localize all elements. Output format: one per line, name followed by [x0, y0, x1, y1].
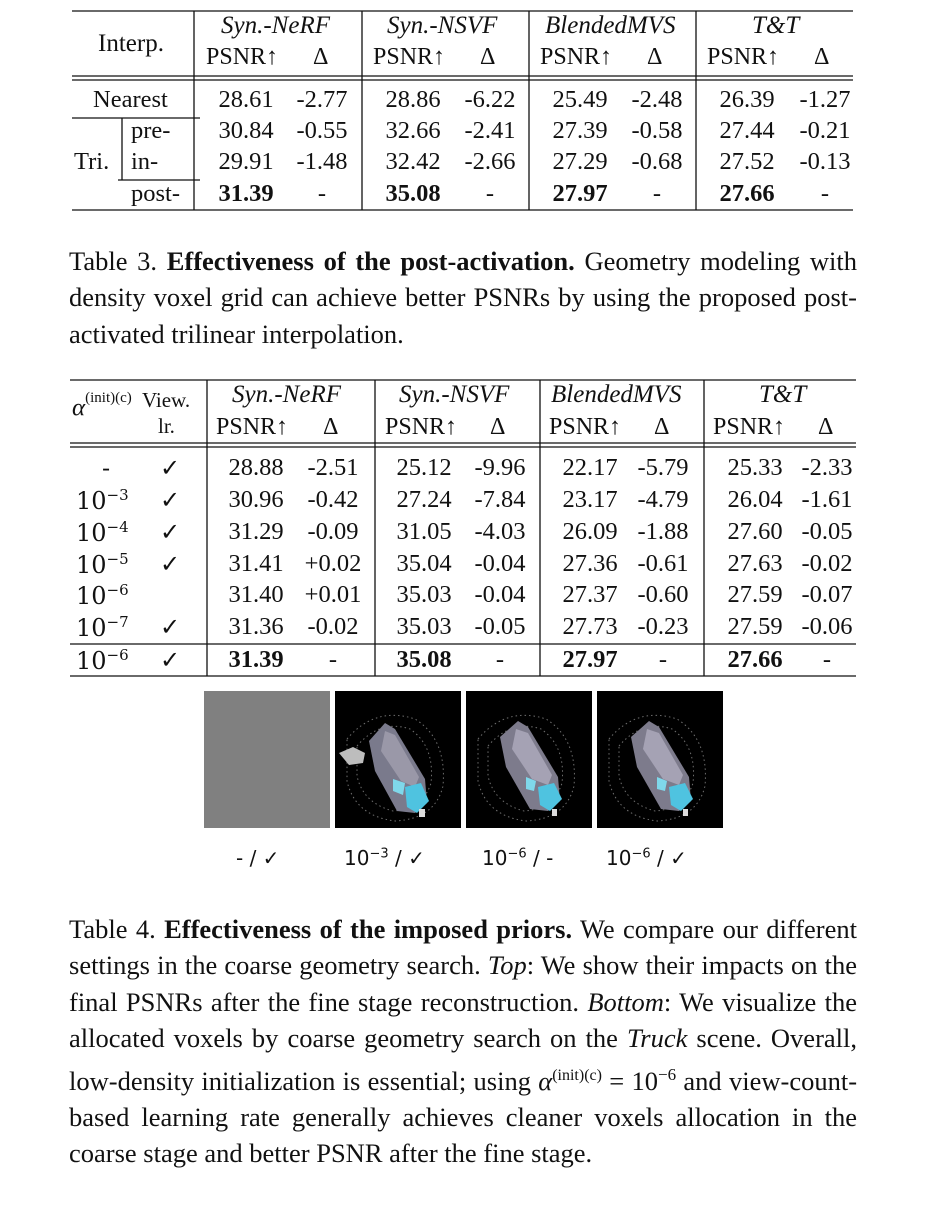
table4-value: 27.37 [562, 581, 618, 608]
table4-value: -7.84 [474, 486, 526, 513]
table3-value: -1.27 [799, 86, 851, 113]
table3-value: 27.29 [552, 148, 608, 175]
alpha-value [102, 454, 110, 482]
table4-value: - [822, 646, 832, 673]
table4-value: - [328, 646, 338, 673]
table4-value: -2.33 [801, 454, 853, 481]
table3-value: 27.52 [719, 148, 775, 175]
thumbnail-label-exp: −6 [507, 846, 527, 862]
table3-value: -2.66 [464, 148, 516, 175]
row-label-nearest: Nearest [93, 86, 168, 113]
table3-value: -0.58 [631, 117, 683, 144]
thumbnail-label [236, 846, 279, 870]
t4-delta-header: Δ [818, 414, 834, 440]
caption3-text: Geometry modeling with density voxel grid can achieve better PSNRs by using the proposed post-activated trilinear interpolation. [69, 246, 857, 349]
t4-delta-header: Δ [323, 414, 339, 440]
table3-value: -0.68 [631, 148, 683, 175]
table4-value: 27.59 [727, 581, 783, 608]
alpha-value [76, 581, 129, 610]
alpha-exp: −6 [106, 646, 129, 664]
voxel-thumbnail [466, 691, 592, 828]
table4-value: 23.17 [562, 486, 618, 513]
table3-value: -0.13 [799, 148, 851, 175]
thumbnail-label [482, 846, 553, 870]
thumbnail-label-text: / ✓ [388, 846, 425, 870]
table3-value: -1.48 [296, 148, 348, 175]
thumbnail-label-base: 10 [482, 846, 508, 870]
interp-header: Interp. [98, 30, 164, 57]
alpha-exp: −6 [106, 581, 129, 599]
view-check: ✓ [160, 488, 181, 514]
alpha-base: 10 [76, 551, 107, 579]
table4-value: 35.08 [396, 646, 452, 673]
row-label-in: in- [131, 148, 159, 175]
table3-value: -2.41 [464, 117, 516, 144]
table4-value: - [658, 646, 668, 673]
alpha-base: 10 [76, 647, 107, 675]
t4-delta-header: Δ [654, 414, 670, 440]
table4-value: 30.96 [228, 486, 284, 513]
alpha-value [76, 646, 129, 675]
table4-value: 27.60 [727, 518, 783, 545]
table4-value: -5.79 [637, 454, 689, 481]
alpha-exp: −3 [106, 486, 129, 504]
caption4-text: : We show their impacts on the final PSNRs after the fine stage reconstruction. [69, 950, 857, 1017]
view-check: ✓ [160, 648, 181, 674]
table3-value: - [820, 180, 830, 207]
t4-psnr-header: PSNR↑ [549, 414, 622, 440]
t3-delta-header: Δ [480, 44, 496, 70]
table3-value: -0.55 [296, 117, 348, 144]
t4-delta-header: Δ [490, 414, 506, 440]
caption4-label: Table 4. [69, 914, 156, 944]
table3-value: 29.91 [218, 148, 274, 175]
table4-value: -0.42 [307, 486, 359, 513]
caption-table4 [69, 911, 857, 1172]
table3-value: 28.86 [385, 86, 441, 113]
table4 [0, 370, 930, 690]
t3-psnr-header: PSNR↑ [206, 44, 279, 70]
table4-value: -2.51 [307, 454, 359, 481]
alpha-symbol: α [72, 394, 86, 422]
table3-value: -6.22 [464, 86, 516, 113]
alpha-base: - [102, 454, 111, 482]
table4-value: -1.88 [637, 518, 689, 545]
table4-value: - [495, 646, 505, 673]
table3-value: 28.61 [218, 86, 274, 113]
table3-value: 26.39 [719, 86, 775, 113]
alpha-superscript: (init)(c) [85, 390, 132, 406]
t3-psnr-header: PSNR↑ [707, 44, 780, 70]
thumbnail-label-base: 10 [344, 846, 370, 870]
caption4-text: We compare our different settings in the coarse geometry search. [69, 914, 857, 981]
view-header: View. [142, 388, 191, 412]
table4-value: 31.05 [396, 518, 452, 545]
table4-value: 25.33 [727, 454, 783, 481]
t4-psnr-header: PSNR↑ [216, 414, 289, 440]
caption4-top: Top [487, 950, 527, 981]
thumbnail-label-text: / ✓ [650, 846, 687, 870]
t3-delta-header: Δ [814, 44, 830, 70]
table4-value: -0.05 [474, 613, 526, 640]
alpha-exp: −4 [106, 518, 129, 536]
row-label-pre: pre- [131, 117, 171, 144]
caption3-title: Effectiveness of the post-activation. [166, 246, 575, 276]
table4-value: +0.01 [304, 581, 362, 608]
table4-rules [0, 370, 930, 690]
caption4-eq: = 10 [609, 1065, 659, 1096]
table4-value: 26.09 [562, 518, 618, 545]
table4-value: 28.88 [228, 454, 284, 481]
thumbnail-label-exp: −6 [631, 846, 651, 862]
table3-value: 31.39 [218, 180, 274, 207]
table4-value: -1.61 [801, 486, 853, 513]
table3-value: - [485, 180, 495, 207]
table3-value: - [652, 180, 662, 207]
table4-value: 31.29 [228, 518, 284, 545]
table4-value: 35.04 [396, 550, 452, 577]
table4-value: -0.02 [801, 550, 853, 577]
thumbnail-label [344, 846, 425, 870]
caption4-truck: Truck [626, 1023, 688, 1054]
view-check: ✓ [160, 520, 181, 546]
alpha-base: 10 [76, 519, 107, 547]
table3-value: 27.44 [719, 117, 775, 144]
t3-psnr-header: PSNR↑ [540, 44, 613, 70]
alpha-base: 10 [76, 582, 107, 610]
alpha-exp: −7 [106, 613, 129, 631]
t4-dataset-header: BlendedMVS [551, 381, 682, 408]
table4-value: -4.79 [637, 486, 689, 513]
t3-dataset-header: BlendedMVS [545, 12, 676, 39]
table4-value: 35.03 [396, 581, 452, 608]
table4-value: 35.03 [396, 613, 452, 640]
table4-value: 27.63 [727, 550, 783, 577]
table4-value: 25.12 [396, 454, 452, 481]
table4-value: -0.60 [637, 581, 689, 608]
table4-value: 26.04 [727, 486, 783, 513]
view-check: ✓ [160, 552, 181, 578]
alpha-exp: −5 [106, 550, 129, 568]
alpha-base: 10 [76, 487, 107, 515]
table4-value: -9.96 [474, 454, 526, 481]
t4-dataset-header: Syn.-NSVF [399, 381, 510, 408]
t4-dataset-header: T&T [759, 381, 807, 408]
table3-value: - [317, 180, 327, 207]
voxel-thumbnail-gray [204, 691, 330, 828]
alpha-value [76, 550, 129, 579]
table4-value: 31.41 [228, 550, 284, 577]
table4-value: -0.04 [474, 581, 526, 608]
view-check: ✓ [160, 615, 181, 641]
caption4-alpha: α [538, 1065, 553, 1096]
alpha-value [76, 518, 129, 547]
table4-value: -0.06 [801, 613, 853, 640]
table3 [0, 0, 930, 215]
thumbnail-label-exp: −3 [369, 846, 389, 862]
table3-value: 25.49 [552, 86, 608, 113]
table4-value: 27.73 [562, 613, 618, 640]
alpha-value [76, 613, 129, 642]
table4-value: 22.17 [562, 454, 618, 481]
table4-value: -0.07 [801, 581, 853, 608]
table4-value: 27.36 [562, 550, 618, 577]
thumbnail-label-text: / - [526, 846, 554, 870]
table3-value: -2.48 [631, 86, 683, 113]
table4-value: 27.24 [396, 486, 452, 513]
alpha-value [76, 486, 129, 515]
alpha-base: 10 [76, 614, 107, 642]
table4-value: +0.02 [304, 550, 362, 577]
t3-dataset-header: Syn.-NeRF [221, 12, 330, 39]
table3-value: 30.84 [218, 117, 274, 144]
caption4-title: Effectiveness of the imposed priors. [164, 914, 573, 944]
table3-value: -2.77 [296, 86, 348, 113]
caption4-eq-exp: −6 [658, 1064, 677, 1084]
lr-header: lr. [158, 414, 175, 438]
thumbnail-label [606, 846, 687, 870]
voxel-thumbnail [597, 691, 723, 828]
row-label-post: post- [131, 180, 180, 207]
t4-psnr-header: PSNR↑ [385, 414, 458, 440]
caption4-alpha-sup: (init)(c) [552, 1066, 602, 1084]
caption4-bottom: Bottom [587, 986, 664, 1017]
caption-table3 [69, 243, 857, 352]
t3-dataset-header: Syn.-NSVF [387, 12, 498, 39]
table4-value: 31.36 [228, 613, 284, 640]
t3-delta-header: Δ [313, 44, 329, 70]
table4-value: -0.05 [801, 518, 853, 545]
t4-psnr-header: PSNR↑ [713, 414, 786, 440]
table4-value: 27.66 [727, 646, 783, 673]
t3-dataset-header: T&T [752, 12, 800, 39]
caption3-label: Table 3. [69, 246, 158, 276]
table3-value: -0.21 [799, 117, 851, 144]
table4-value: -0.02 [307, 613, 359, 640]
table4-value: 31.40 [228, 581, 284, 608]
table3-value: 27.66 [719, 180, 775, 207]
table4-value: -0.23 [637, 613, 689, 640]
caption4-text: and view-count-based learning rate generally achieves cleaner voxels allocation in the coarse stage and better PSNR after the fine stage. [69, 1065, 858, 1169]
t3-psnr-header: PSNR↑ [373, 44, 446, 70]
table4-value: 27.59 [727, 613, 783, 640]
table3-value: 35.08 [385, 180, 441, 207]
table4-value: -4.03 [474, 518, 526, 545]
table4-value: -0.61 [637, 550, 689, 577]
table4-value: 27.97 [562, 646, 618, 673]
caption4-text: : We visualize the allocated voxels by coarse geometry search on the [69, 986, 857, 1054]
view-check: ✓ [160, 456, 181, 482]
table3-value: 27.97 [552, 180, 608, 207]
thumbnail-label-base: 10 [606, 846, 632, 870]
alpha-header [72, 390, 132, 422]
table4-value: -0.09 [307, 518, 359, 545]
t3-delta-header: Δ [647, 44, 663, 70]
table3-value: 27.39 [552, 117, 608, 144]
t4-dataset-header: Syn.-NeRF [232, 381, 341, 408]
caption4-text: scene. Overall, low-density initialization is essential; using [69, 1023, 858, 1096]
thumbnail-label-text: - / ✓ [236, 846, 280, 870]
table4-value: 31.39 [228, 646, 284, 673]
table3-value: 32.66 [385, 117, 441, 144]
table4-value: -0.04 [474, 550, 526, 577]
table3-value: 32.42 [385, 148, 441, 175]
voxel-thumbnail [335, 691, 461, 828]
tri-label: Tri. [74, 148, 110, 175]
